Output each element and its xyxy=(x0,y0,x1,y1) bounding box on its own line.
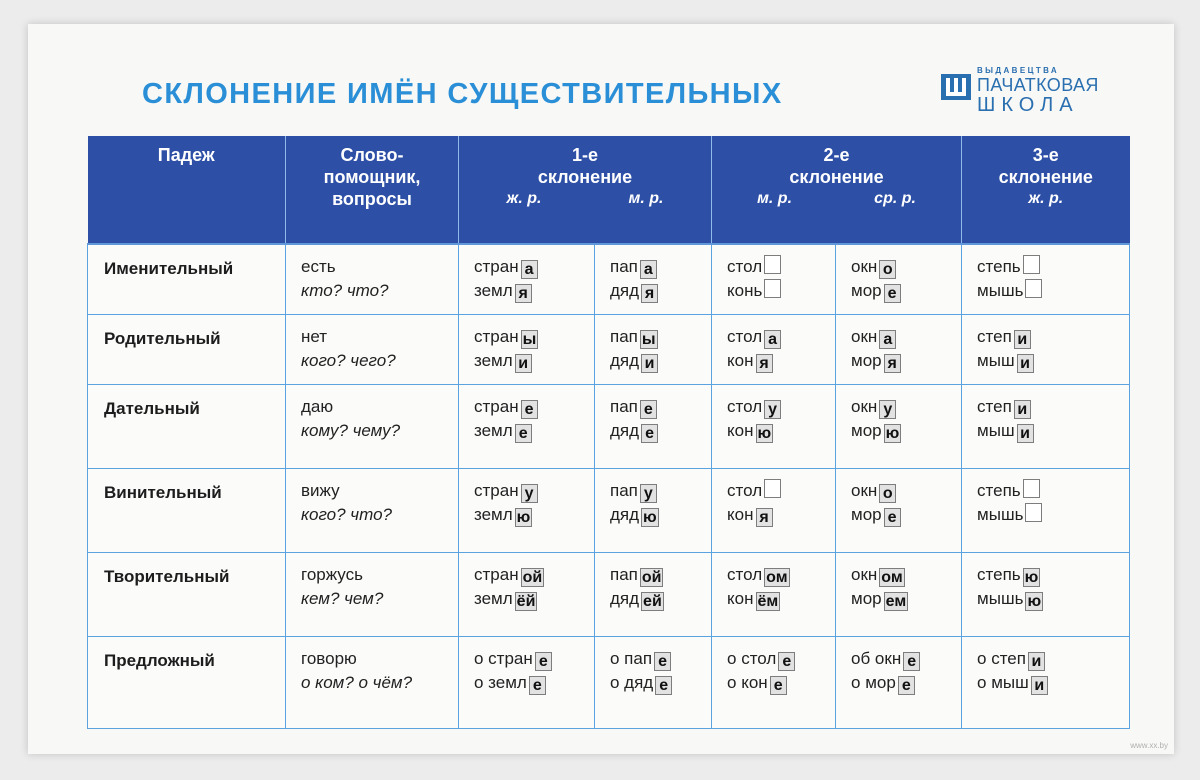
word-stem: кон xyxy=(727,588,754,608)
helper-word: есть xyxy=(301,257,336,276)
example-word xyxy=(727,563,823,587)
helper-word: даю xyxy=(301,396,334,416)
table-row xyxy=(88,552,1130,636)
example-cell xyxy=(595,314,712,384)
zero-ending-box xyxy=(1025,503,1042,522)
zero-ending-box xyxy=(764,279,781,298)
header-declension-2: 2-е склонение м. р. ср. р. xyxy=(712,136,962,244)
word-stem: мор xyxy=(851,420,882,440)
example-word xyxy=(610,419,699,443)
table-row xyxy=(88,314,1130,384)
example-cell xyxy=(459,468,595,552)
case-question: кто? что? xyxy=(301,281,389,300)
zero-ending-box xyxy=(764,255,781,274)
example-word xyxy=(610,349,699,373)
word-stem: об окн xyxy=(851,648,902,668)
word-stem: конь xyxy=(727,281,763,300)
word-stem: окн xyxy=(851,257,878,276)
example-word xyxy=(851,349,949,373)
table-row xyxy=(88,384,1130,468)
example-cell xyxy=(836,636,962,728)
example-cell xyxy=(712,314,836,384)
word-stem: дяд xyxy=(610,420,640,440)
ending-box: и xyxy=(515,354,532,373)
example-cell xyxy=(595,384,712,468)
word-stem: мыш xyxy=(977,350,1015,370)
publisher-logo xyxy=(941,66,1131,116)
example-cell xyxy=(962,314,1130,384)
word-stem: о дяд xyxy=(610,672,654,692)
case-name: Дательный xyxy=(88,384,286,468)
example-word xyxy=(727,587,823,611)
example-cell xyxy=(712,552,836,636)
word-stem: окн xyxy=(851,396,878,416)
word-stem: мышь xyxy=(977,504,1024,524)
example-word xyxy=(851,503,949,527)
ending-box: я xyxy=(884,354,901,373)
word-stem: степь xyxy=(977,480,1021,500)
helper-cell xyxy=(286,244,459,314)
example-cell xyxy=(459,244,595,314)
case-name: Творительный xyxy=(88,552,286,636)
ending-box: а xyxy=(764,330,781,349)
ending-box: ю xyxy=(1027,592,1042,610)
table-row xyxy=(88,636,1130,728)
publisher-name-line1: ПАЧАТКОВАЯ xyxy=(977,75,1099,95)
word-stem: окн xyxy=(851,564,878,584)
example-word xyxy=(851,563,949,587)
example-cell xyxy=(595,552,712,636)
example-cell xyxy=(595,244,712,314)
word-stem: степ xyxy=(977,396,1012,416)
example-cell xyxy=(712,636,836,728)
example-word xyxy=(727,479,823,503)
word-stem: мор xyxy=(851,281,882,300)
helper-cell xyxy=(286,314,459,384)
word-stem: земл xyxy=(474,281,513,300)
example-word xyxy=(977,671,1117,695)
word-stem: о мор xyxy=(851,672,896,692)
example-cell xyxy=(712,384,836,468)
helper-cell xyxy=(286,636,459,728)
word-stem: окн xyxy=(851,326,878,346)
example-cell xyxy=(962,468,1130,552)
ending-box: е xyxy=(535,652,552,671)
ending-box: у xyxy=(640,484,657,503)
header-declension-1: 1-е склонение ж. р. м. р. xyxy=(459,136,712,244)
example-word xyxy=(977,587,1117,611)
example-word xyxy=(977,255,1117,279)
word-stem: о земл xyxy=(474,672,527,692)
example-word xyxy=(977,479,1117,503)
ending-box: я xyxy=(756,508,773,527)
example-cell xyxy=(595,636,712,728)
helper-word: вижу xyxy=(301,480,340,500)
example-word xyxy=(977,419,1117,443)
ending-box: ю xyxy=(885,424,900,442)
ending-box: е xyxy=(898,676,915,695)
helper-word: горжусь xyxy=(301,564,363,584)
case-name: Предложный xyxy=(88,636,286,728)
word-stem: земл xyxy=(474,588,513,608)
example-word xyxy=(851,671,949,695)
example-word xyxy=(474,325,582,349)
word-stem: мор xyxy=(851,504,882,524)
example-cell xyxy=(459,636,595,728)
ending-box: и xyxy=(1017,354,1034,373)
ending-box: ей xyxy=(643,592,662,610)
example-word xyxy=(977,279,1117,303)
example-word xyxy=(977,325,1117,349)
example-word xyxy=(851,419,949,443)
declension-card xyxy=(28,24,1174,754)
case-question: о ком? о чём? xyxy=(301,672,413,692)
ending-box: е xyxy=(770,676,787,695)
example-word xyxy=(610,647,699,671)
ending-box: у xyxy=(879,400,896,419)
word-stem: стран xyxy=(474,564,519,584)
word-stem: стран xyxy=(474,326,519,346)
example-word xyxy=(610,395,699,419)
watermark: www.xx.by xyxy=(1130,741,1168,750)
example-word xyxy=(851,479,949,503)
header-helper: Слово- помощник, вопросы xyxy=(286,136,459,244)
ending-box: е xyxy=(884,508,901,527)
ending-box: ю xyxy=(757,424,772,442)
ending-box: и xyxy=(1031,676,1048,695)
header-declension-3: 3-е склонение ж. р. xyxy=(962,136,1130,244)
example-word xyxy=(727,325,823,349)
example-cell xyxy=(836,468,962,552)
example-word xyxy=(727,419,823,443)
example-word xyxy=(977,503,1117,527)
word-stem: земл xyxy=(474,420,513,440)
ending-box: е xyxy=(778,652,795,671)
ending-box: у xyxy=(521,484,538,503)
example-cell xyxy=(962,384,1130,468)
zero-ending-box xyxy=(1025,279,1042,298)
example-cell xyxy=(962,244,1130,314)
word-stem: о степ xyxy=(977,648,1026,668)
example-word xyxy=(727,255,823,279)
case-name: Винительный xyxy=(88,468,286,552)
example-word xyxy=(610,563,699,587)
ending-box: е xyxy=(655,676,672,695)
example-cell xyxy=(836,314,962,384)
ending-box: е xyxy=(884,284,901,303)
ending-box: е xyxy=(521,400,538,419)
example-word xyxy=(610,279,699,303)
example-cell xyxy=(836,552,962,636)
case-question: кому? чему? xyxy=(301,420,401,440)
word-stem: пап xyxy=(610,326,638,346)
ending-box: и xyxy=(1028,652,1045,671)
case-question: кем? чем? xyxy=(301,588,384,608)
word-stem: степь xyxy=(977,257,1021,276)
table-row xyxy=(88,244,1130,314)
ending-box: а xyxy=(879,330,896,349)
ending-box: ёй xyxy=(516,592,536,610)
example-cell xyxy=(459,314,595,384)
word-stem: кон xyxy=(727,420,754,440)
example-word xyxy=(610,479,699,503)
example-word xyxy=(851,325,949,349)
example-cell xyxy=(962,636,1130,728)
ending-box: ой xyxy=(641,568,662,586)
ending-box: ю xyxy=(643,508,657,526)
helper-word: говорю xyxy=(301,648,357,668)
word-stem: о пап xyxy=(610,648,653,668)
word-stem: мышь xyxy=(977,281,1024,300)
example-word xyxy=(727,671,823,695)
example-word xyxy=(474,255,582,279)
publisher-name-line2: ШКОЛА xyxy=(977,94,1079,116)
example-word xyxy=(474,395,582,419)
example-word xyxy=(851,255,949,279)
word-stem: стран xyxy=(474,257,519,276)
example-word xyxy=(474,563,582,587)
table-header-row xyxy=(88,136,1130,244)
word-stem: дяд xyxy=(610,281,640,300)
ending-box: о xyxy=(879,484,896,503)
example-word xyxy=(851,587,949,611)
case-name: Родительный xyxy=(88,314,286,384)
ending-box: а xyxy=(640,260,657,279)
ending-box: ы xyxy=(522,330,537,348)
example-word xyxy=(977,349,1117,373)
word-stem: пап xyxy=(610,257,638,276)
example-word xyxy=(610,255,699,279)
zero-ending-box xyxy=(1023,255,1040,274)
example-word xyxy=(474,349,582,373)
example-word xyxy=(610,325,699,349)
word-stem: стол xyxy=(727,326,763,346)
example-word xyxy=(727,395,823,419)
ending-box: и xyxy=(1014,400,1031,419)
declension-table xyxy=(87,136,1130,729)
word-stem: пап xyxy=(610,564,638,584)
ending-box: е xyxy=(654,652,671,671)
example-cell xyxy=(459,384,595,468)
ending-box: ом xyxy=(766,568,788,586)
word-stem: стран xyxy=(474,396,519,416)
ending-box: и xyxy=(1014,330,1031,349)
ending-box: и xyxy=(641,354,658,373)
table-row xyxy=(88,468,1130,552)
word-stem: мор xyxy=(851,350,882,370)
example-word xyxy=(851,647,949,671)
example-cell xyxy=(836,244,962,314)
example-word xyxy=(851,395,949,419)
word-stem: стран xyxy=(474,480,519,500)
word-stem: земл xyxy=(474,350,513,370)
ending-box: ем xyxy=(885,592,907,610)
word-stem: кон xyxy=(727,504,754,524)
ending-box: а xyxy=(521,260,538,279)
publisher-logo-icon xyxy=(941,74,971,100)
example-word xyxy=(474,419,582,443)
zero-ending-box xyxy=(1023,479,1040,498)
ending-box: ом xyxy=(881,568,903,586)
example-word xyxy=(727,647,823,671)
word-stem: дяд xyxy=(610,588,640,608)
ending-box: ю xyxy=(1024,568,1039,586)
example-cell xyxy=(962,552,1130,636)
ending-box: е xyxy=(641,424,658,443)
example-word xyxy=(474,479,582,503)
word-stem: пап xyxy=(610,396,638,416)
ending-box: ём xyxy=(757,592,779,610)
word-stem: о стол xyxy=(727,648,777,668)
page-title: СКЛОНЕНИЕ ИМЁН СУЩЕСТВИТЕЛЬНЫХ xyxy=(142,78,783,110)
ending-box: ю xyxy=(516,508,531,526)
word-stem: дяд xyxy=(610,504,640,524)
helper-cell xyxy=(286,468,459,552)
example-cell xyxy=(712,244,836,314)
word-stem: степь xyxy=(977,564,1021,584)
word-stem: мышь xyxy=(977,588,1024,608)
ending-box: я xyxy=(641,284,658,303)
header-case: Падеж xyxy=(88,136,286,244)
example-word xyxy=(727,279,823,303)
word-stem: стол xyxy=(727,480,763,500)
example-cell xyxy=(595,468,712,552)
example-word xyxy=(977,563,1117,587)
example-word xyxy=(977,647,1117,671)
example-word xyxy=(474,671,582,695)
example-cell xyxy=(459,552,595,636)
example-word xyxy=(610,671,699,695)
case-name: Именительный xyxy=(88,244,286,314)
word-stem: земл xyxy=(474,504,513,524)
example-cell xyxy=(712,468,836,552)
example-word xyxy=(851,279,949,303)
case-question: кого? чего? xyxy=(301,350,396,370)
ending-box: ы xyxy=(641,330,656,348)
ending-box: е xyxy=(515,424,532,443)
helper-word: нет xyxy=(301,326,328,346)
example-word xyxy=(727,503,823,527)
zero-ending-box xyxy=(764,479,781,498)
helper-cell xyxy=(286,384,459,468)
example-word xyxy=(977,395,1117,419)
helper-cell xyxy=(286,552,459,636)
example-word xyxy=(474,503,582,527)
example-word xyxy=(474,647,582,671)
word-stem: кон xyxy=(727,350,754,370)
ending-box: е xyxy=(640,400,657,419)
publisher-label: ВЫДАВЕЦТВА xyxy=(977,66,1060,75)
ending-box: ой xyxy=(522,568,543,586)
word-stem: дяд xyxy=(610,350,640,370)
word-stem: о стран xyxy=(474,648,533,668)
word-stem: окн xyxy=(851,480,878,500)
word-stem: степ xyxy=(977,326,1012,346)
word-stem: стол xyxy=(727,564,763,584)
ending-box: и xyxy=(1017,424,1034,443)
ending-box: я xyxy=(515,284,532,303)
ending-box: е xyxy=(529,676,546,695)
ending-box: о xyxy=(879,260,896,279)
example-word xyxy=(727,349,823,373)
example-word xyxy=(610,587,699,611)
example-word xyxy=(474,587,582,611)
example-word xyxy=(610,503,699,527)
case-question: кого? что? xyxy=(301,504,392,524)
word-stem: стол xyxy=(727,396,763,416)
word-stem: мор xyxy=(851,588,882,608)
word-stem: о мыш xyxy=(977,672,1029,692)
example-cell xyxy=(836,384,962,468)
word-stem: пап xyxy=(610,480,638,500)
word-stem: о кон xyxy=(727,672,768,692)
ending-box: я xyxy=(756,354,773,373)
word-stem: стол xyxy=(727,257,763,276)
ending-box: е xyxy=(903,652,920,671)
example-word xyxy=(474,279,582,303)
ending-box: у xyxy=(764,400,781,419)
word-stem: мыш xyxy=(977,420,1015,440)
